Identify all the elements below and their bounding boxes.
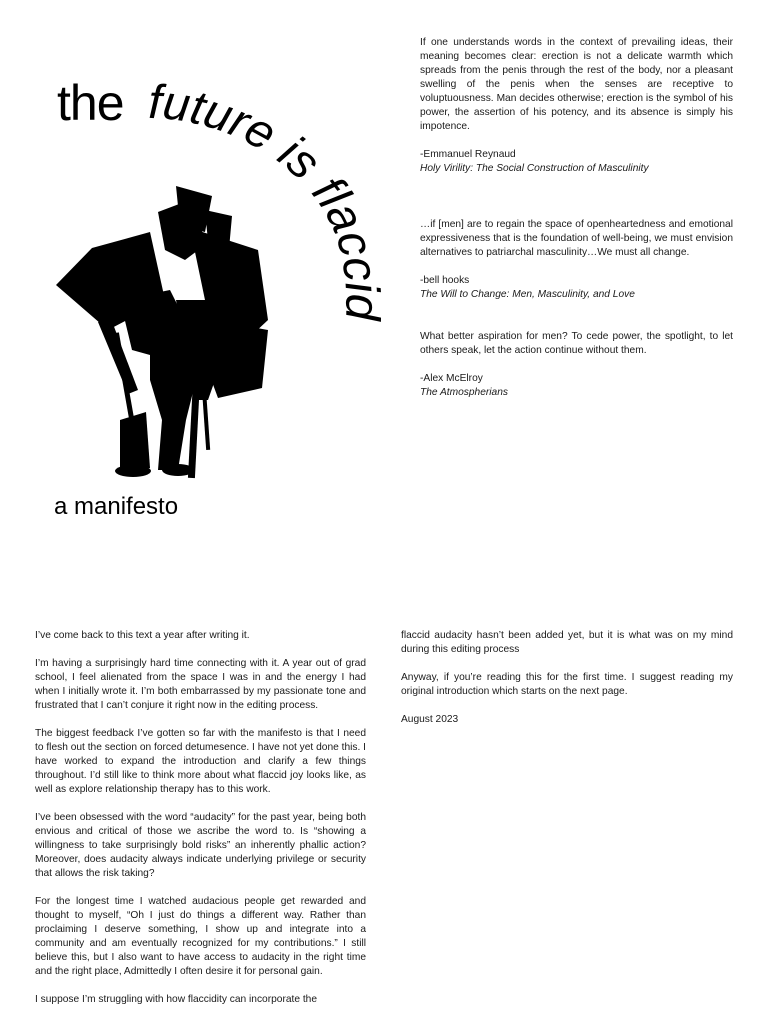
paragraph: August 2023 bbox=[401, 714, 459, 725]
quotes-page bbox=[405, 0, 768, 590]
paragraph: flaccid audacity hasn’t been added yet, but it is what was on my mind during this editing process bbox=[401, 630, 733, 655]
quote-author: -Emmanuel Reynaud bbox=[420, 149, 516, 160]
body-column-right bbox=[401, 629, 733, 741]
quote-text: …if [men] are to regain the space of openheartedness and emotional expressiveness that is the foundation of well-being, we must envision alternatives to patriarchal masculinity…We must all change. bbox=[420, 219, 733, 258]
quotes-block bbox=[420, 36, 733, 400]
title-rest: future is flaccid bbox=[147, 75, 389, 321]
quote-author: -Alex McElroy bbox=[420, 373, 483, 384]
paragraph: Anyway, if you’re reading this for the first time. I suggest reading my original introduction which starts on the next page. bbox=[401, 672, 733, 697]
title-the: the bbox=[57, 75, 124, 131]
paragraph: I’m having a surprisingly hard time connecting with it. A year out of grad school, I feel alienated from the space I was in and the energy I had when I initially wrote it. I’m both embarrassed by my passionate tone and frustrated that I can’t conjure it right now in the editing process. bbox=[35, 658, 366, 711]
subtitle: a manifesto bbox=[54, 493, 179, 520]
cover-page bbox=[0, 0, 405, 590]
paragraph: I’ve come back to this text a year after writing it. bbox=[35, 630, 250, 641]
quote-author: -bell hooks bbox=[420, 275, 470, 286]
quote-source: The Atmospherians bbox=[420, 387, 508, 398]
quote-source: The Will to Change: Men, Masculinity, and Love bbox=[420, 289, 635, 300]
paragraph: I’ve been obsessed with the word “audacity” for the past year, being both envious and critical of those we ascribe the word to. Is “showing a willingness to take surprisingly bold risks” an inherently phallic action? Moreover, does audacity always indicate underlying privilege or security that allows the risk taking? bbox=[35, 812, 366, 879]
paragraph: For the longest time I watched audacious people get rewarded and thought to myself, “Oh I just do things a different way. Rather than proclaiming I deserve something, I show up and integrate into a community and am eventually recognized for my contributions.” I still believe this, but I also want to have access to audacity in the right time and the right place, Admittedly I often desire it for personal gain. bbox=[35, 896, 366, 977]
paragraph: I suppose I’m struggling with how flaccidity can incorporate the bbox=[35, 994, 317, 1005]
quote-text: What better aspiration for men? To cede power, the spotlight, to let others speak, let the action continue without them. bbox=[420, 331, 733, 356]
quote-text: If one understands words in the context of prevailing ideas, their meaning becomes clear: erection is not a delicate warmth which spreads from the penis through the rest of the body, nor a pleasant swelling of the penis when the senses are receptive to voluptuousness. Man decides otherwise; erection is the symbol of his power, the assertion of his potency, and its absence is simply his impotence. bbox=[420, 37, 733, 132]
body-column-left bbox=[35, 629, 366, 1021]
paragraph: The biggest feedback I’ve gotten so far with the manifesto is that I need to flesh out the section on forced detumesence. I have not yet done this. I have worked to expand the introduction and clarify a few things throughout. I’d still like to think more about what flaccid joy looks like, as well as explore relationship therapy has to this work. bbox=[35, 728, 366, 795]
quote-source: Holy Virility: The Social Construction of Masculinity bbox=[420, 163, 649, 174]
